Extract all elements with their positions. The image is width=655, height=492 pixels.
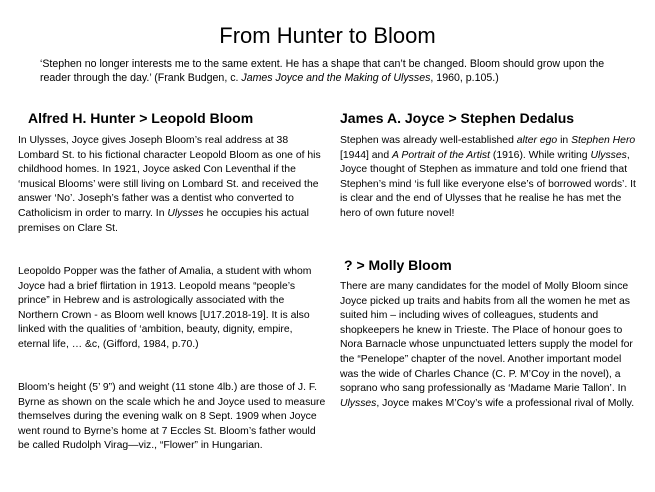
para-italic: Ulysses — [167, 207, 204, 219]
paragraph-lombard-street — [18, 134, 326, 236]
paragraph-molly — [340, 280, 640, 411]
para-italic: A Portrait of the Artist — [392, 149, 490, 161]
para-italic: Ulysses — [340, 397, 377, 409]
para-text: Stephen was already well-established — [340, 135, 517, 146]
quote-book-title: James Joyce and the Making of Ulysses — [241, 72, 431, 84]
para-text: , Joyce thought of Stephen as immature and told one friend that Stephen’s mind ‘is full like everyone else’s of borrowed words’. It is clear and the end of Ulysses that he realise he has met the hero of own future novel! — [340, 149, 636, 219]
para-text: , Joyce makes M’Coy’s wife a professional rival of Molly. — [376, 397, 635, 409]
para-text: There are many candidates for the model of Molly Bloom since Joyce picked up traits and habits from all the women he met as suited him – including wives of colleagues, students and shopkeepers he knew in Trieste. The Place of honour goes to Nora Barnacle whose unpunctuated letters supply the model for the “Penelope” chapter of the novel. Another important model was the wide of Charles Chance (C. P. M’Coy in the novel), a soprano who sang professionally as ‘Madame Marie Tallon’. In — [340, 281, 633, 395]
quote-text: ‘Stephen no longer interests me to the same extent. He has a shape that can’t be changed. Bloom should grow upon the reader through the day.’ (Frank Budgen, c. — [40, 58, 605, 84]
paragraph-leopoldo-popper: Leopoldo Popper was the father of Amalia, a student with whom Joyce had a brief flirtation in 1913. Leopold means “people’s prince” in Hebrew and is astrologically associated with the Northern Crown - as Bloom well knows [U17.2018-19]. It is also linked with the qualities of ‘ambition, beauty, dignity, empire, eternal life, … &c, (Gifford, 1984, p.70.) — [18, 266, 312, 350]
para-text: in — [557, 135, 572, 146]
paragraph-bloom-height: Bloom’s height (5’ 9”) and weight (11 stone 4lb.) are those of J. F. Byrne as shown on the scale which he and Joyce used to measure themselves during the evening walk on 8 Sept. 1909 when Joyce went round to Byrne’s home at 7 Eccles St. Bloom’s father would be called Rudolph Virag—viz., “Flower” in Hungarian. — [18, 382, 326, 452]
slide-title: From Hunter to Bloom — [219, 23, 436, 48]
para-italic: Ulysses — [590, 149, 627, 161]
heading-molly-bloom: ? > Molly Bloom — [344, 257, 452, 273]
para-text: (1916). While writing — [489, 149, 591, 161]
epigraph-quote — [40, 57, 625, 85]
heading-hunter-bloom: Alfred H. Hunter > Leopold Bloom — [28, 110, 254, 126]
para-text: In Ulysses, Joyce gives Joseph Bloom’s real address at 38 Lombard St. to his fictional character Leopold Bloom as one of his childhood homes. In 1921, Joyce asked Con Leventhal if the ‘musical Blooms’ were still living on Lombard St. and received the answer ‘No’. Joseph’s father was a dentist who converted to Catholicism in order to marry. In — [18, 135, 321, 219]
quote-citation: , 1960, p.105.) — [430, 72, 499, 84]
para-italic: alter ego — [516, 135, 558, 146]
heading-joyce-dedalus: James A. Joyce > Stephen Dedalus — [340, 110, 575, 126]
paragraph-stephen — [340, 134, 640, 222]
para-italic: Stephen Hero — [571, 135, 636, 146]
para-text: [1944] and — [340, 149, 392, 161]
para-text: he occupies his actual premises on Clare St. — [18, 207, 309, 234]
